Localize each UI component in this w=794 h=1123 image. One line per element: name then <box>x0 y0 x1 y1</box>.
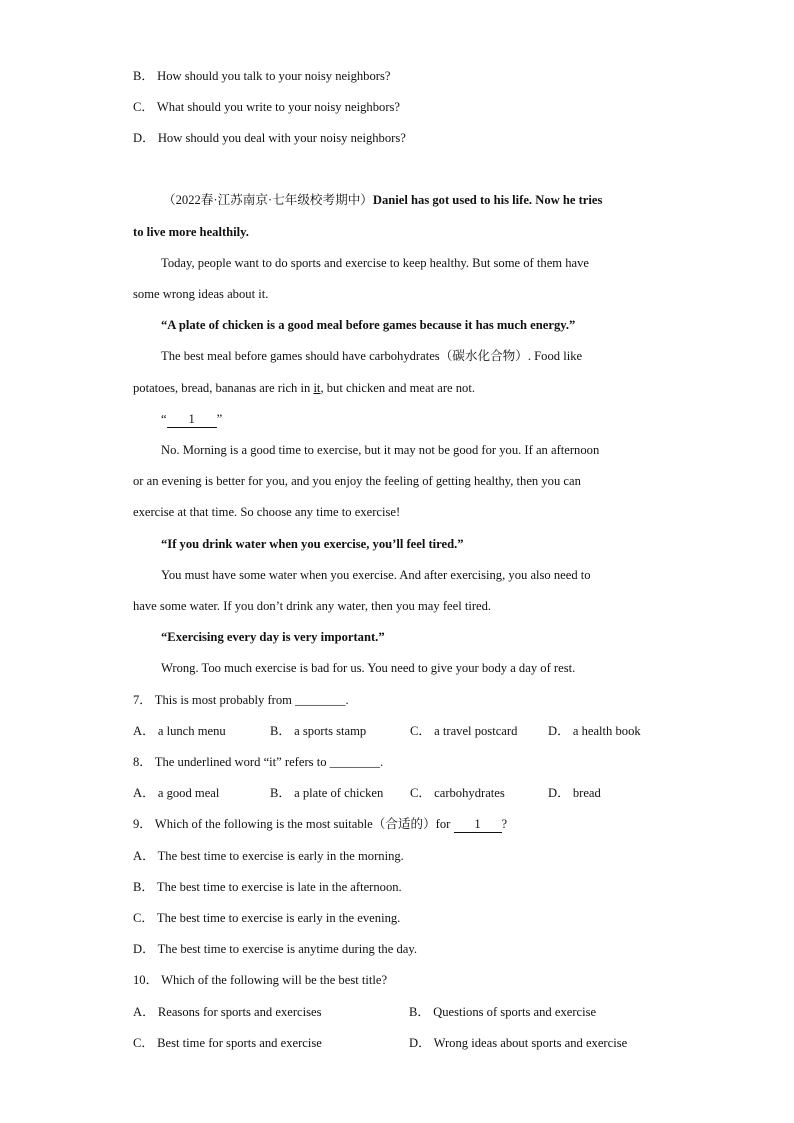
q8-option-d[interactable]: D． bread <box>548 786 601 800</box>
paragraph-1-line1: Today, people want to do sports and exercise to keep healthy. But some of them have <box>161 256 590 270</box>
q10-option-b[interactable]: B． Questions of sports and exercise <box>409 1005 597 1019</box>
passage-intro: Daniel has got used to his life. Now he tries <box>372 193 603 207</box>
myth-heading-1: “A plate of chicken is a good meal before games because it has much energy.” <box>161 318 576 332</box>
prev-option-b: B． How should you talk to your noisy neighbors? <box>133 69 391 83</box>
question-10-stem: 10． Which of the following will be the best title? <box>133 973 388 987</box>
paragraph-3-line2: or an evening is better for you, and you enjoy the feeling of getting healthy, then you can <box>133 474 581 488</box>
open-quote: “ <box>161 412 167 426</box>
q10-option-c[interactable]: C． Best time for sports and exercise <box>133 1036 322 1050</box>
paragraph-3-line3: exercise at that time. So choose any time to exercise! <box>133 505 401 519</box>
paragraph-3-line1: No. Morning is a good time to exercise, but it may not be good for you. If an afternoon <box>161 443 600 457</box>
q7-option-b[interactable]: B． a sports stamp <box>270 724 367 738</box>
prev-option-d: D． How should you deal with your noisy neighbors? <box>133 131 406 145</box>
q9-blank-1: 1 <box>454 816 502 833</box>
q8-blank: ________ <box>329 755 381 769</box>
paragraph-1-line2: some wrong ideas about it. <box>133 287 269 301</box>
blank-1: 1 <box>167 411 217 428</box>
q7-option-a[interactable]: A． a lunch menu <box>133 724 226 738</box>
q7-option-d[interactable]: D． a health book <box>548 724 641 738</box>
passage-source: （2022春·江苏南京·七年级校考期中） <box>163 193 373 207</box>
question-8-stem <box>133 754 383 770</box>
close-quote: ” <box>216 412 223 426</box>
q8-option-c[interactable]: C． carbohydrates <box>410 786 505 800</box>
passage-intro-line2: to live more healthily. <box>133 225 249 239</box>
q9-stem-end: ? <box>501 817 508 831</box>
paragraph-4-line2: have some water. If you don’t drink any water, then you may feel tired. <box>133 599 492 613</box>
passage-intro-line1 <box>163 192 602 208</box>
q10-option-d[interactable]: D． Wrong ideas about sports and exercise <box>409 1036 628 1050</box>
paragraph-2-text-a: potatoes, bread, bananas are rich in <box>133 381 314 395</box>
q10-option-a[interactable]: A． Reasons for sports and exercises <box>133 1005 322 1019</box>
paragraph-4-line1: You must have some water when you exercise. And after exercising, you also need to <box>161 568 591 582</box>
q8-stem-end: . <box>380 755 384 769</box>
q9-option-a[interactable]: A． The best time to exercise is early in the morning. <box>133 849 404 863</box>
paragraph-2-line1: The best meal before games should have carbohydrates（碳水化合物）. Food like <box>161 349 583 363</box>
myth-heading-3: “Exercising every day is very important.” <box>161 630 385 644</box>
q9-stem-text: 9． Which of the following is the most suitable（合适的）for <box>133 817 454 831</box>
paragraph-2-line2 <box>133 380 475 396</box>
q8-option-a[interactable]: A． a good meal <box>133 786 220 800</box>
prev-option-c: C． What should you write to your noisy neighbors? <box>133 100 401 114</box>
myth-heading-2: “If you drink water when you exercise, you’ll feel tired.” <box>161 537 464 551</box>
blank-heading-1 <box>161 411 222 428</box>
question-7-stem: 7． This is most probably from ________. <box>133 693 349 707</box>
paragraph-5-line1: Wrong. Too much exercise is bad for us. You need to give your body a day of rest. <box>161 661 576 675</box>
question-9-stem <box>133 816 507 833</box>
q9-option-c[interactable]: C． The best time to exercise is early in the evening. <box>133 911 401 925</box>
q9-option-d[interactable]: D． The best time to exercise is anytime during the day. <box>133 942 417 956</box>
q8-stem-text: 8． The underlined word “it” refers to <box>133 755 330 769</box>
q7-option-c[interactable]: C． a travel postcard <box>410 724 518 738</box>
q9-option-b[interactable]: B． The best time to exercise is late in the afternoon. <box>133 880 402 894</box>
paragraph-2-text-b: , but chicken and meat are not. <box>320 381 475 395</box>
q8-option-b[interactable]: B． a plate of chicken <box>270 786 384 800</box>
underlined-word-it: it <box>313 381 321 395</box>
